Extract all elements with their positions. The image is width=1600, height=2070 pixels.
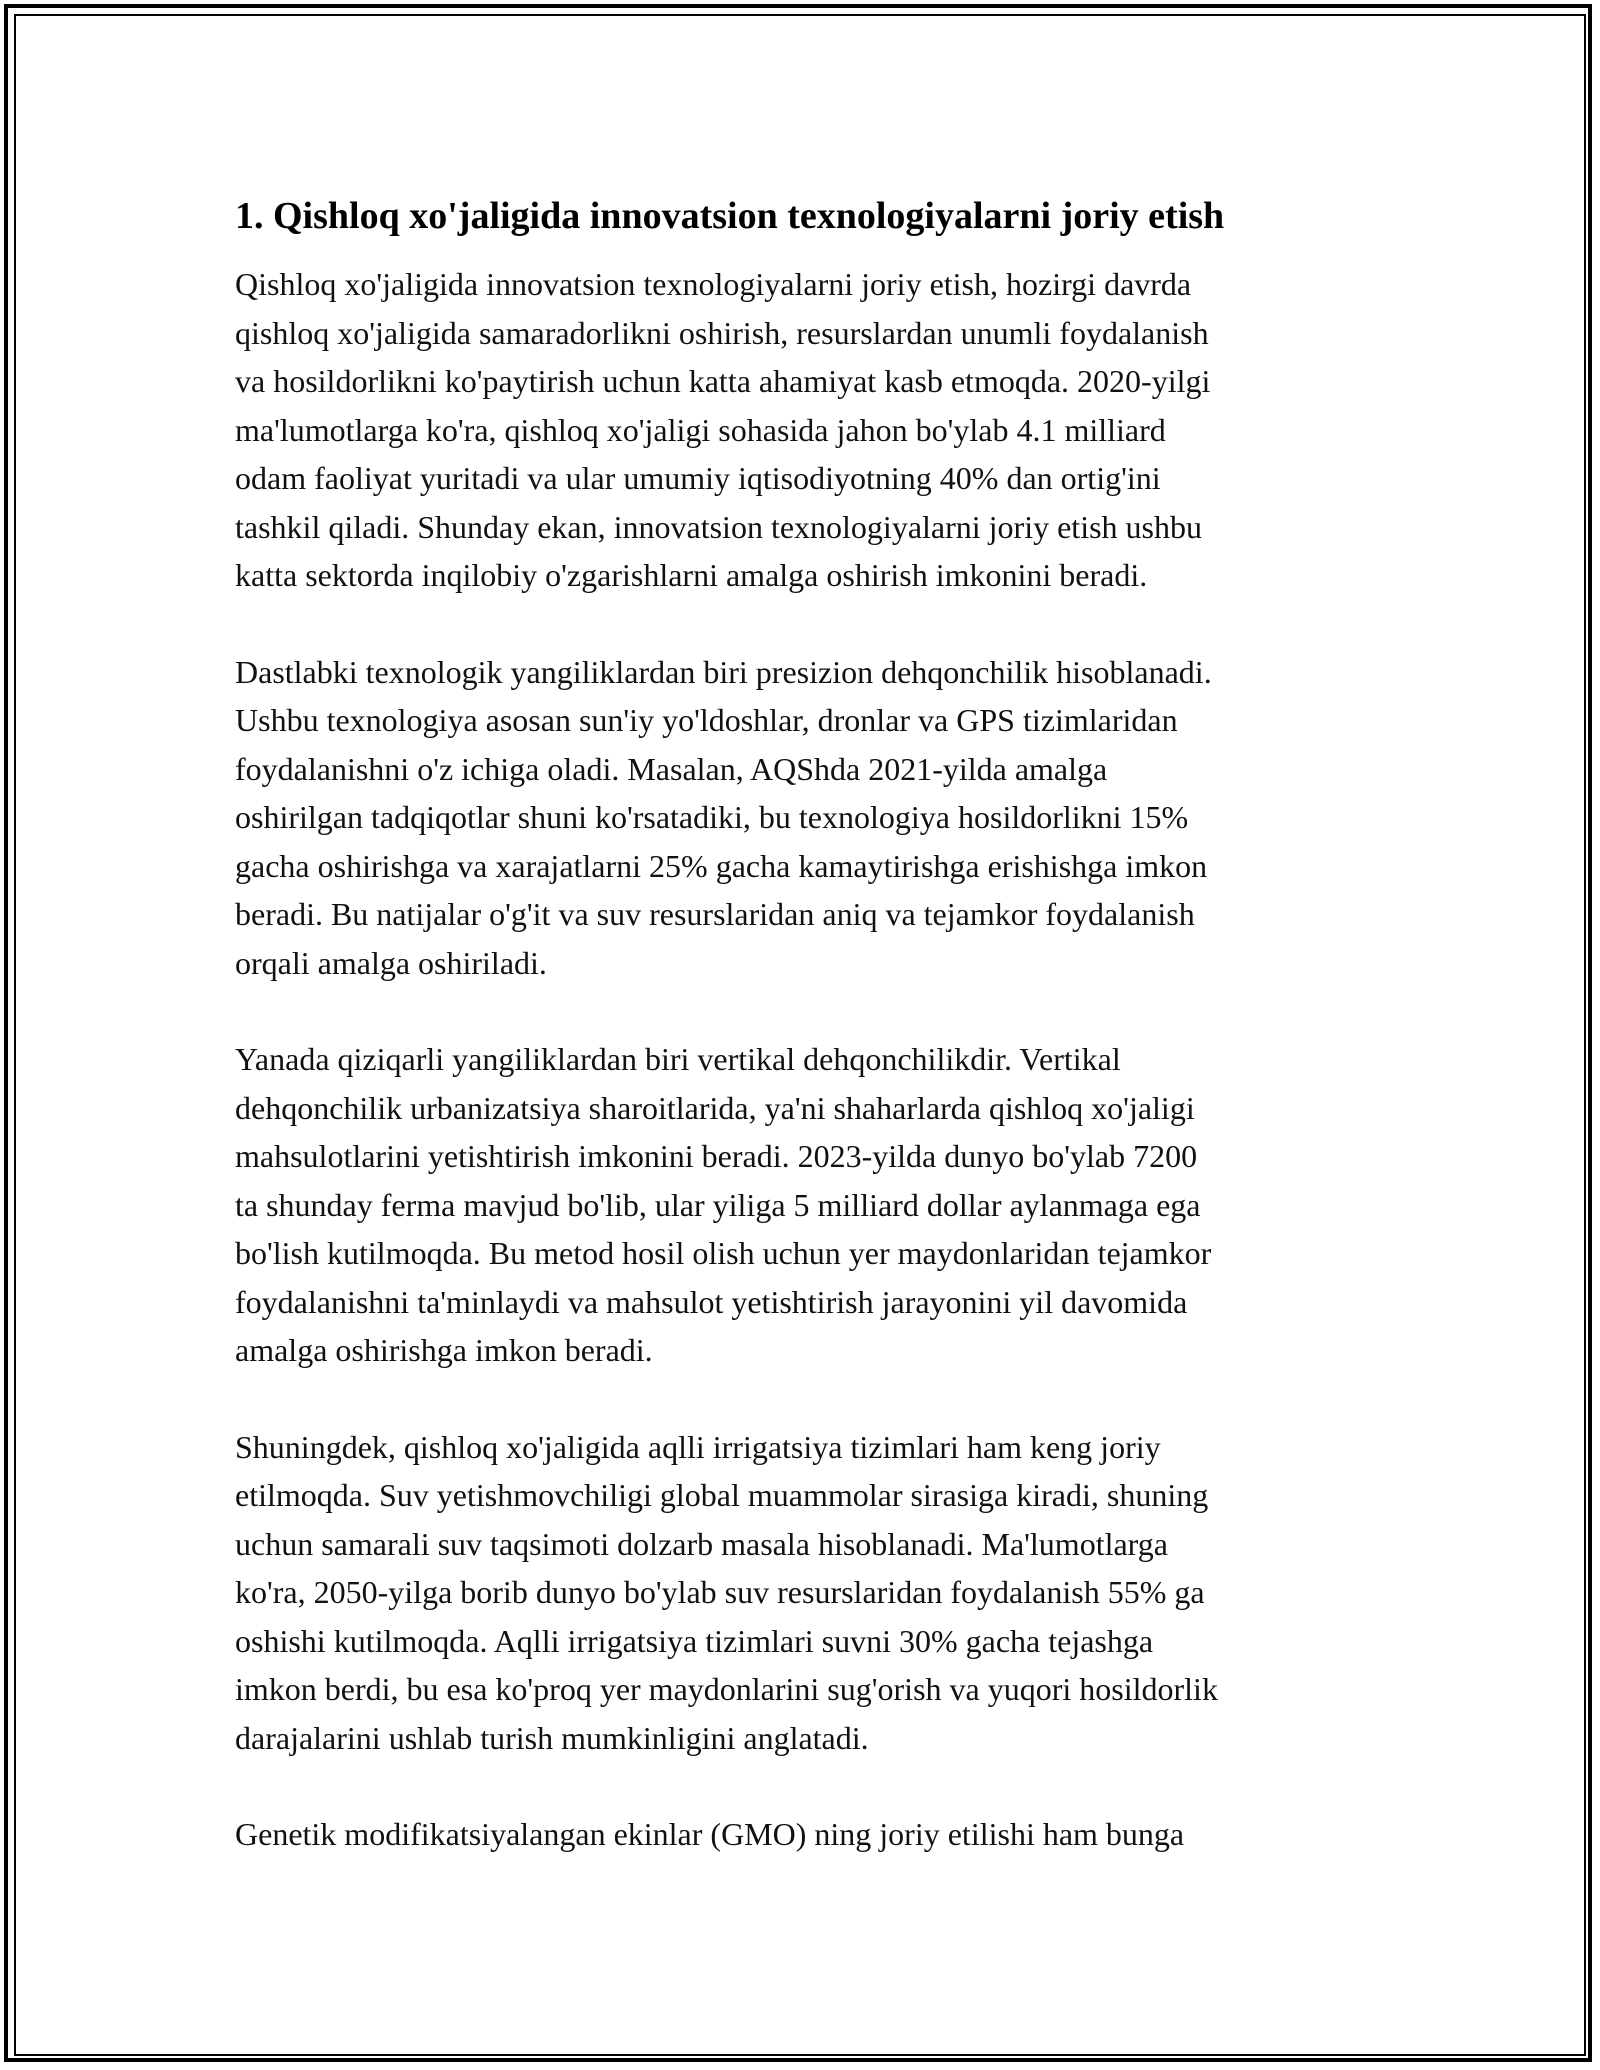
paragraph-5 (235, 1810, 1375, 1859)
paragraph-line: orqali amalga oshiriladi. (235, 944, 547, 981)
paragraph-line: tashkil qiladi. Shunday ekan, innovatsion texnologiyalarni joriy etish ushbu (235, 508, 1202, 545)
paragraph-line: ta shunday ferma mavjud bo'lib, ular yiliga 5 milliard dollar aylanmaga ega (235, 1186, 1201, 1223)
paragraph-line: imkon berdi, bu esa ko'proq yer maydonlarini sug'orish va yuqori hosildorlik (235, 1671, 1218, 1707)
paragraph-line: katta sektorda inqilobiy o'zgarishlarni amalga oshirish imkonini beradi. (235, 557, 1148, 593)
paragraph-2 (235, 648, 1375, 988)
paragraph-line: etilmoqda. Suv yetishmovchiligi global muammolar sirasiga kiradi, shuning (235, 1477, 1209, 1513)
paragraph-3 (235, 1035, 1375, 1375)
paragraph-line: uchun samarali suv taqsimoti dolzarb masala hisoblanadi. Ma'lumotlarga (235, 1525, 1168, 1562)
paragraph-line: mahsulotlarini yetishtirish imkonini beradi. 2023-yilda dunyo bo'ylab 7200 (235, 1138, 1198, 1174)
document-body (235, 180, 1375, 1907)
paragraph-line: darajalarini ushlab turish mumkinligini anglatadi. (235, 1719, 869, 1756)
section-heading: 1. Qishloq xo'jaligida innovatsion texnologiyalarni joriy etish (235, 195, 1225, 237)
paragraph-line: va hosildorlikni ko'paytirish uchun katta ahamiyat kasb etmoqda. 2020-yilgi (235, 363, 1211, 399)
paragraph-line: ma'lumotlarga ko'ra, qishloq xo'jaligi sohasida jahon bo'ylab 4.1 milliard (235, 411, 1166, 448)
paragraph-line: Shuningdek, qishloq xo'jaligida aqlli irrigatsiya tizimlari ham keng joriy (235, 1428, 1161, 1465)
paragraph-line: Dastlabki texnologik yangiliklardan biri presizion dehqonchilik hisoblanadi. (235, 653, 1212, 690)
paragraph-line: bo'lish kutilmoqda. Bu metod hosil olish uchun yer maydonlaridan tejamkor (235, 1235, 1212, 1271)
paragraph-line: foydalanishni ta'minlaydi va mahsulot yetishtirish jarayonini yil davomida (235, 1283, 1188, 1320)
paragraph-line: oshishi kutilmoqda. Aqlli irrigatsiya tizimlari suvni 30% gacha tejashga (235, 1622, 1154, 1659)
paragraph-line: Genetik modifikatsiyalangan ekinlar (GMO) ning joriy etilishi ham bunga (235, 1816, 1185, 1852)
paragraph-line: beradi. Bu natijalar o'g'it va suv resurslaridan aniq va tejamkor foydalanish (235, 896, 1195, 932)
paragraph-line: odam faoliyat yuritadi va ular umumiy iqtisodiyotning 40% dan ortig'ini (235, 460, 1161, 496)
paragraph-line: ko'ra, 2050-yilga borib dunyo bo'ylab suv resurslaridan foydalanish 55% ga (235, 1574, 1205, 1610)
paragraph-line: gacha oshirishga va xarajatlarni 25% gacha kamaytirishga erishishga imkon (235, 847, 1208, 884)
paragraph-line: Qishloq xo'jaligida innovatsion texnologiyalarni joriy etish, hozirgi davrda (235, 266, 1192, 302)
paragraph-line: foydalanishni o'z ichiga oladi. Masalan, AQShda 2021-yilda amalga (235, 750, 1108, 787)
paragraph-line: Ushbu texnologiya asosan sun'iy yo'ldoshlar, dronlar va GPS tizimlaridan (235, 702, 1178, 738)
paragraph-line: qishloq xo'jaligida samaradorlikni oshirish, resurslardan unumli foydalanish (235, 314, 1209, 351)
paragraph-line: dehqonchilik urbanizatsiya sharoitlarida, ya'ni shaharlarda qishloq xo'jaligi (235, 1089, 1195, 1126)
paragraph-line: oshirilgan tadqiqotlar shuni ko'rsatadiki, bu texnologiya hosildorlikni 15% (235, 799, 1189, 835)
paragraph-4 (235, 1423, 1375, 1763)
paragraph-line: amalga oshirishga imkon beradi. (235, 1332, 653, 1368)
paragraph-1 (235, 260, 1375, 600)
paragraph-line: Yanada qiziqarli yangiliklardan biri vertikal dehqonchilikdir. Vertikal (235, 1041, 1121, 1077)
